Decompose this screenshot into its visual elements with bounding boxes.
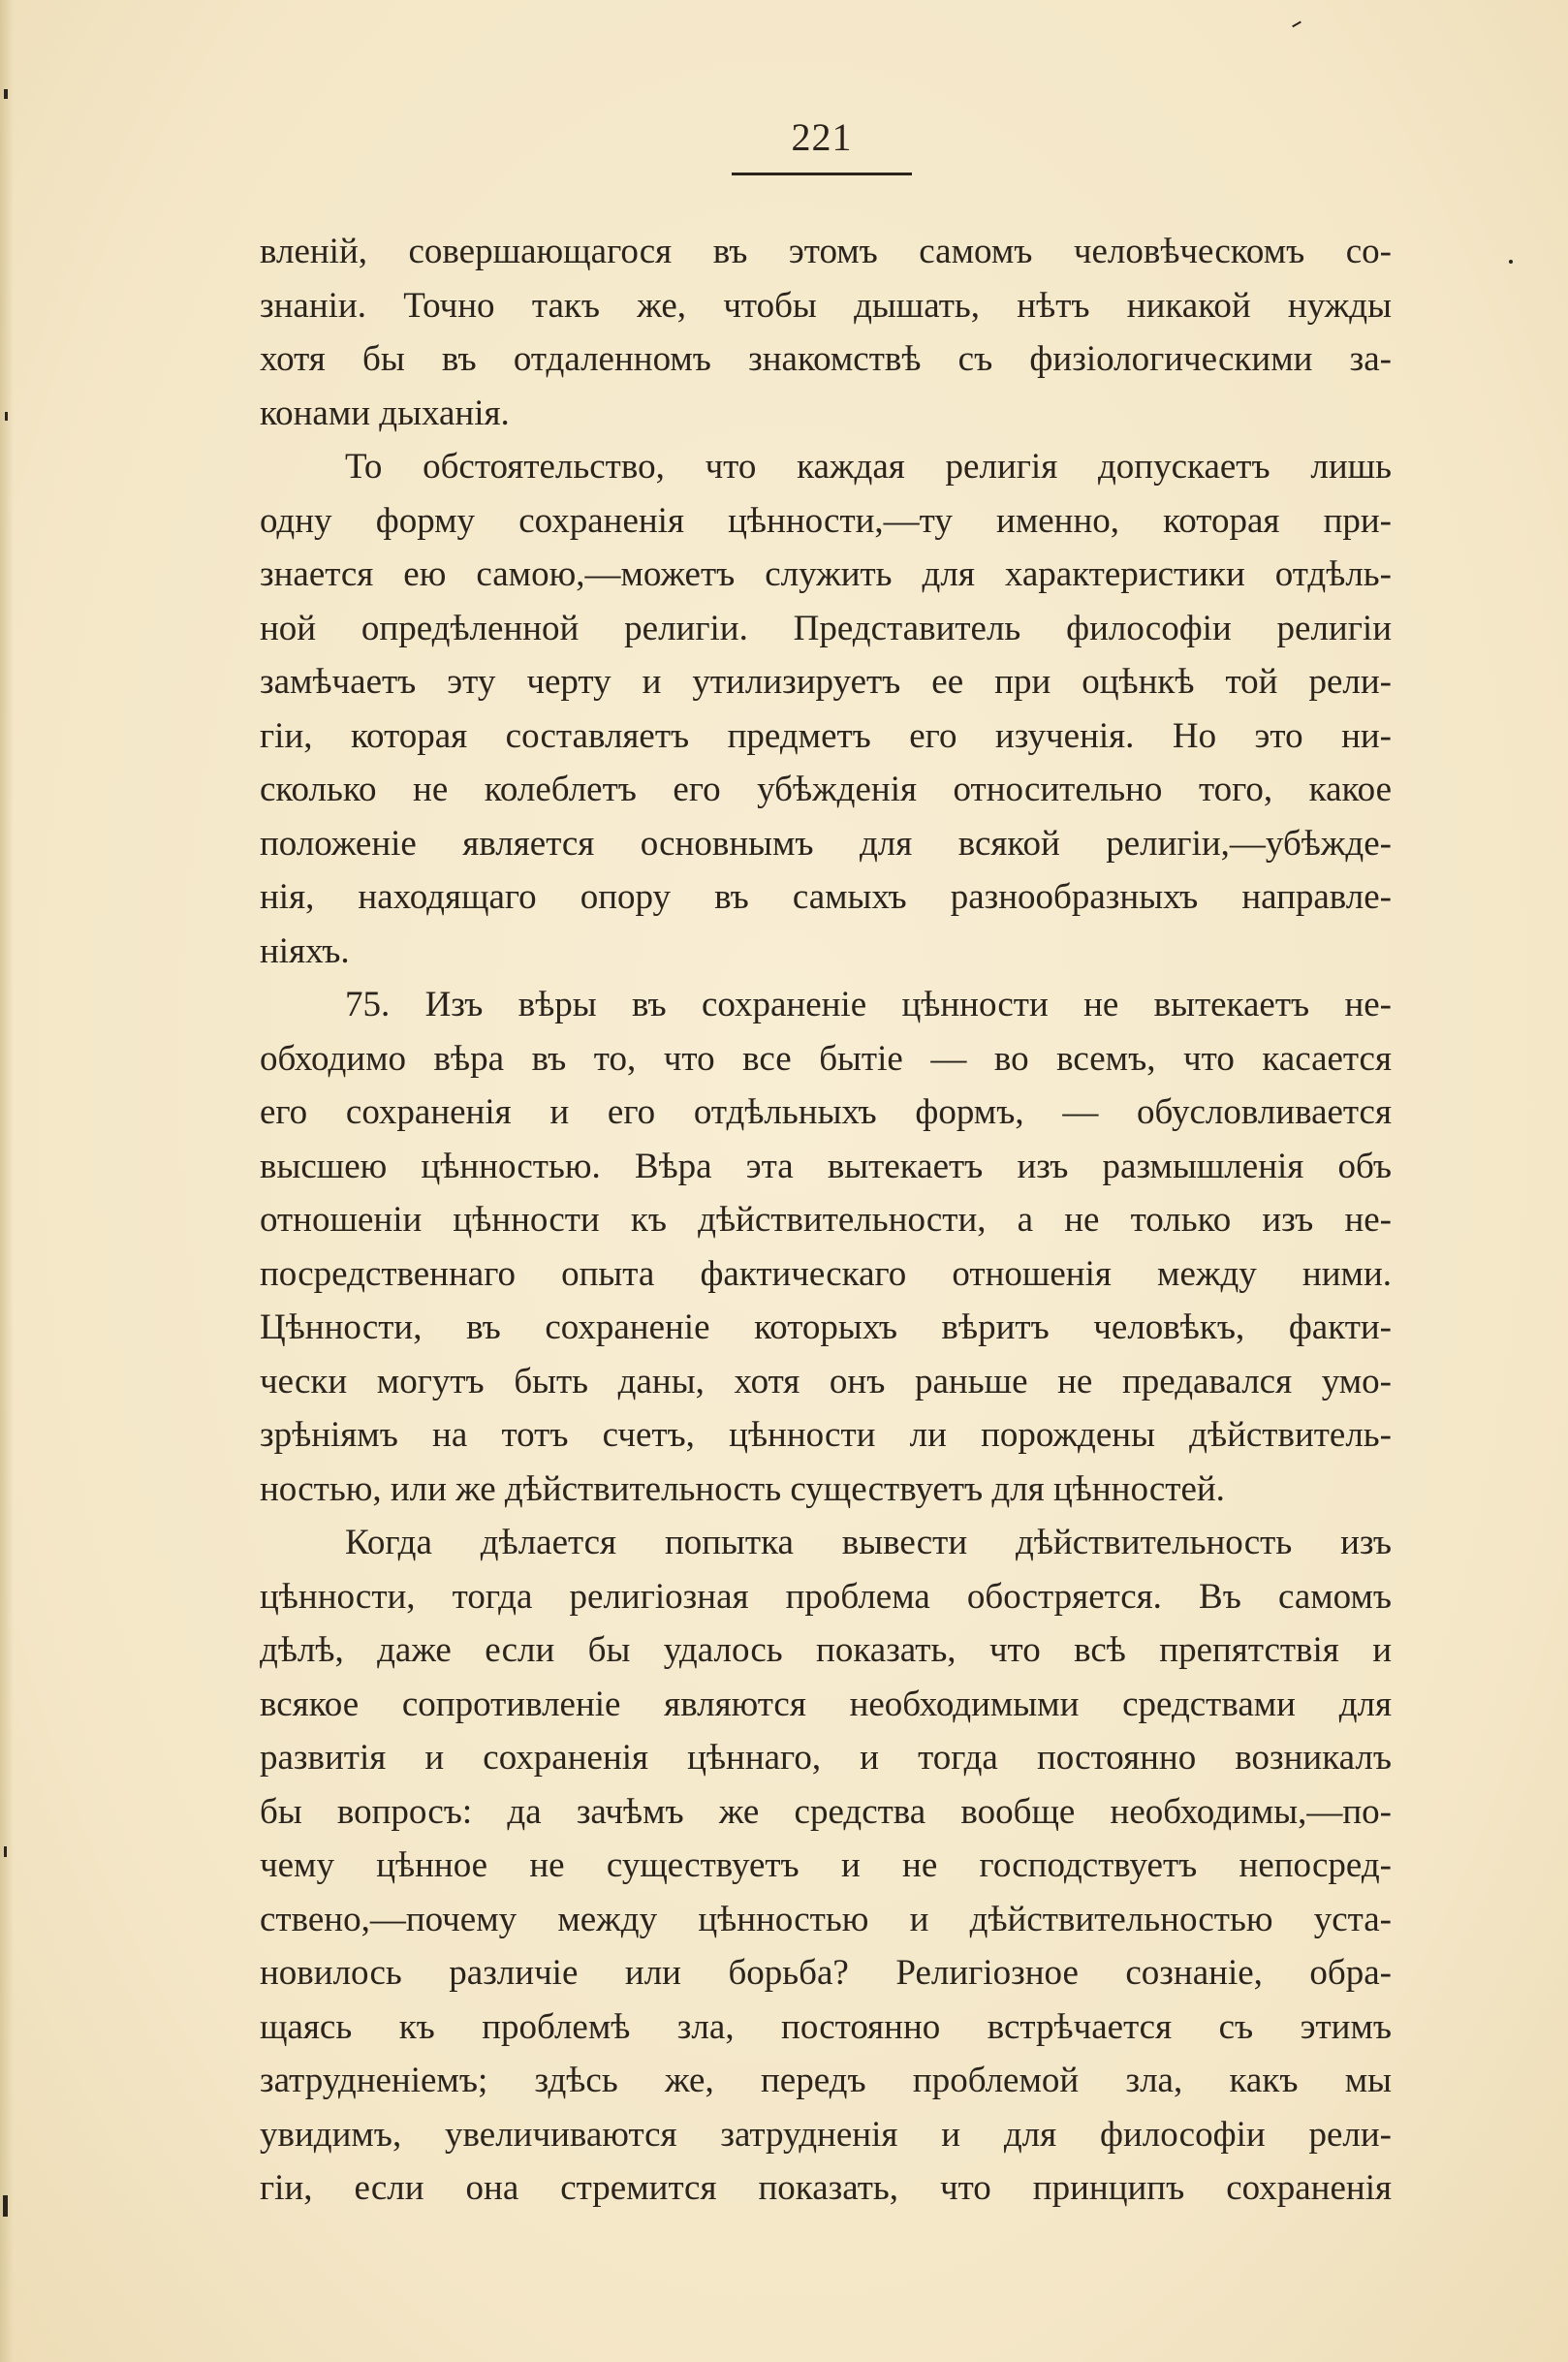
text-line: одну форму сохраненія цѣнности,—ту именно, которая при- bbox=[260, 500, 1392, 541]
text-line: увидимъ, увеличиваются затрудненія и для философіи рели- bbox=[260, 2114, 1392, 2155]
text-line: положеніе является основнымъ для всякой религіи,—убѣжде- bbox=[260, 823, 1392, 864]
text-line: хотя бы въ отдаленномъ знакомствѣ съ физіологическими за- bbox=[260, 339, 1392, 379]
text-line: щаясь къ проблемѣ зла, постоянно встрѣчается съ этимъ bbox=[260, 2006, 1392, 2047]
margin-mark bbox=[3, 2195, 8, 2217]
text-line: посредственнаго опыта фактическаго отношенія между ними. bbox=[260, 1253, 1392, 1294]
text-line: замѣчаетъ эту черту и утилизируетъ ее при оцѣнкѣ той рели- bbox=[260, 662, 1392, 702]
text-line: ной опредѣленной религіи. Представитель философіи религіи bbox=[260, 608, 1392, 648]
page-number: 221 bbox=[791, 115, 853, 159]
margin-mark bbox=[5, 412, 8, 421]
text-line: знаніи. Точно такъ же, чтобы дышать, нѣтъ никакой нужды bbox=[260, 285, 1392, 326]
text-line: дѣлѣ, даже если бы удалось показать, что всѣ препятствія и bbox=[260, 1630, 1392, 1670]
text-line: Цѣнности, въ сохраненіе которыхъ вѣритъ человѣкъ, факти- bbox=[260, 1307, 1392, 1347]
margin-mark bbox=[4, 89, 8, 99]
text-line: ствено,—почему между цѣнностью и дѣйствительностью уста- bbox=[260, 1899, 1392, 1939]
margin-mark bbox=[1292, 21, 1301, 28]
text-line: цѣнности, тогда религіозная проблема обостряется. Въ самомъ bbox=[260, 1576, 1392, 1617]
text-line: ніяхъ. bbox=[260, 930, 350, 971]
text-line: отношеніи цѣнности къ дѣйствительности, а не только изъ не- bbox=[260, 1200, 1392, 1240]
text-line: всякое сопротивленіе являются необходимыми средствами для bbox=[260, 1684, 1392, 1724]
page-number-rule bbox=[732, 173, 912, 175]
text-line: новилось различіе или борьба? Религіозное сознаніе, обра- bbox=[260, 1953, 1392, 1993]
text-line: нія, находящаго опору въ самыхъ разнообразныхъ направле- bbox=[260, 877, 1392, 917]
text-line: чему цѣнное не существуетъ и не господствуетъ непосред- bbox=[260, 1845, 1392, 1885]
text-line: высшею цѣнностью. Вѣра эта вытекаетъ изъ размышленія объ bbox=[260, 1146, 1392, 1186]
text-line: сколько не колеблетъ его убѣжденія относительно того, какое bbox=[260, 770, 1392, 809]
text-line: развитія и сохраненія цѣннаго, и тогда постоянно возникалъ bbox=[260, 1738, 1392, 1778]
page-left-edge bbox=[0, 0, 14, 2362]
body-text bbox=[260, 225, 1392, 2216]
text-line: его сохраненія и его отдѣльныхъ формъ, — обусловливается bbox=[260, 1092, 1392, 1132]
text-line: То обстоятельство, что каждая религія допускаетъ лишь bbox=[345, 447, 1392, 487]
text-line: зрѣніямъ на тотъ счетъ, цѣнности ли порождены дѣйствитель- bbox=[260, 1415, 1392, 1455]
margin-mark bbox=[4, 1846, 7, 1857]
text-line: вленій, совершающагося въ этомъ самомъ человѣческомъ со- bbox=[260, 232, 1392, 271]
text-line: знается ею самою,—можетъ служить для характеристики отдѣль- bbox=[260, 554, 1392, 594]
text-line: 75. Изъ вѣры въ сохраненіе цѣнности не вытекаетъ не- bbox=[345, 985, 1392, 1024]
text-line: затрудненіемъ; здѣсь же, передъ проблемой зла, какъ мы bbox=[260, 2061, 1392, 2100]
text-line: ностью, или же дѣйствительность существуетъ для цѣнностей. bbox=[260, 1468, 1225, 1509]
text-line: бы вопросъ: да зачѣмъ же средства вообще необходимы,—по- bbox=[260, 1791, 1392, 1832]
text-line: Когда дѣлается попытка вывести дѣйствительность изъ bbox=[345, 1523, 1392, 1562]
text-line: гіи, которая составляетъ предметъ его изученія. Но это ни- bbox=[260, 715, 1392, 756]
text-line: гіи, если она стремится показать, что принципъ сохраненія bbox=[260, 2168, 1392, 2208]
text-line: чески могутъ быть даны, хотя онъ раньше не предавался умо- bbox=[260, 1361, 1392, 1401]
text-line: конами дыханія. bbox=[260, 393, 510, 433]
margin-mark bbox=[1509, 260, 1513, 264]
text-line: обходимо вѣра въ то, что все бытіе — во всемъ, что касается bbox=[260, 1038, 1392, 1079]
